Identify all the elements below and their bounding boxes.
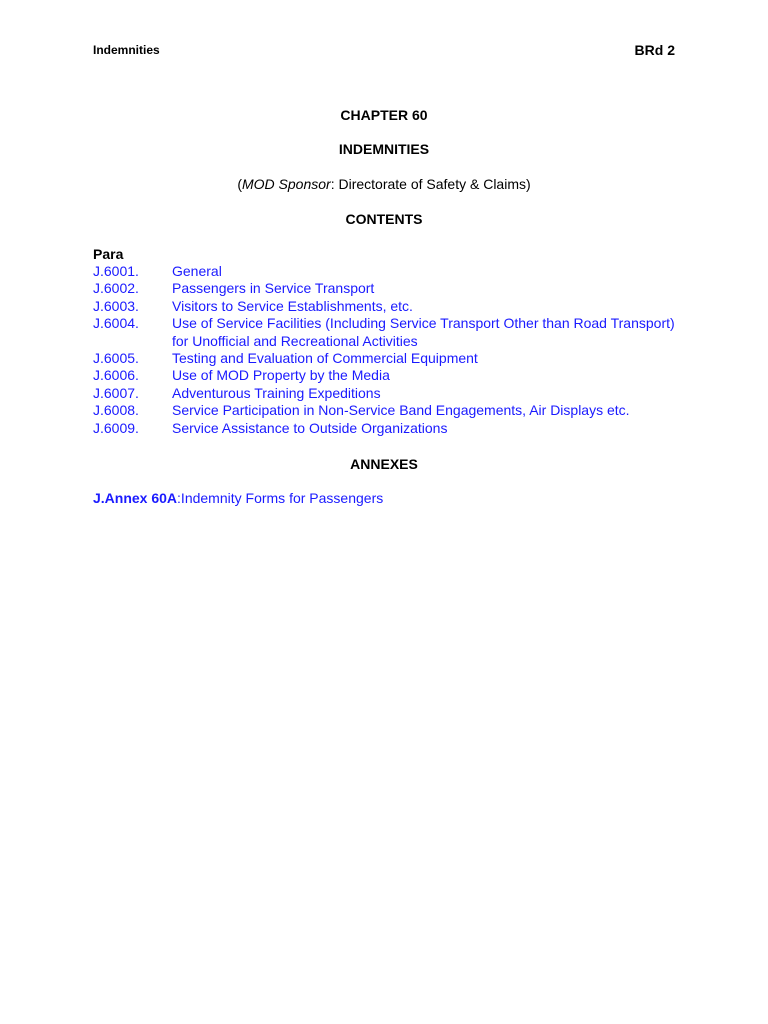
contents-entry-j6008[interactable] (93, 402, 683, 419)
contents-entry-j6003[interactable] (93, 298, 683, 315)
para-column-heading: Para (93, 246, 124, 262)
contents-entry-title: Testing and Evaluation of Commercial Equipment (172, 350, 478, 367)
contents-entry-number: J.6003. (93, 297, 139, 314)
header-book-reference: BRd 2 (634, 42, 675, 58)
contents-entry-title: Visitors to Service Establishments, etc. (172, 297, 413, 314)
contents-entry-number: J.6005. (93, 350, 139, 367)
chapter-title: INDEMNITIES (338, 141, 430, 157)
contents-entry-number: J.6004. (93, 315, 139, 332)
contents-entry-j6004[interactable] (93, 315, 683, 350)
contents-entry-j6006[interactable] (93, 367, 683, 384)
running-header (93, 42, 675, 60)
contents-entry-j6005[interactable] (93, 350, 683, 367)
sponsor-line (0, 176, 768, 192)
contents-entry-number: J.6002. (93, 280, 139, 297)
contents-entry-number: J.6009. (93, 419, 139, 436)
contents-heading: CONTENTS (345, 211, 423, 227)
annex-title: :Indemnity Forms for Passengers (177, 490, 384, 506)
chapter-number: CHAPTER 60 (340, 107, 428, 123)
contents-entry-number: J.6008. (93, 402, 139, 419)
annexes-heading: ANNEXES (350, 456, 418, 472)
contents-entry-title: General (172, 263, 222, 279)
contents-entry-j6007[interactable] (93, 385, 683, 402)
contents-entry-title: Passengers in Service Transport (172, 280, 375, 297)
sponsor-open-paren: ( (237, 176, 242, 192)
contents-entry-j6001[interactable] (93, 263, 683, 280)
contents-list (93, 263, 683, 437)
contents-entry-number: J.6007. (93, 384, 139, 401)
contents-entry-title: Use of MOD Property by the Media (172, 367, 390, 384)
sponsor-colon: : (330, 176, 335, 192)
contents-entry-title: Service Participation in Non-Service Band Engagements, Air Displays etc. (172, 402, 630, 419)
contents-entry-title: Use of Service Facilities (Including Service Transport Other than Road Transport) for Unofficial and Recreational Activities (172, 315, 675, 349)
contents-entry-number: J.6006. (93, 367, 139, 384)
header-section-title: Indemnities (93, 43, 160, 57)
annex-link-60a[interactable] (93, 490, 383, 506)
contents-entry-j6009[interactable] (93, 420, 683, 437)
sponsor-value: Directorate of Safety & Claims) (334, 176, 531, 192)
sponsor-label: MOD Sponsor (242, 176, 331, 192)
contents-entry-number: J.6001. (93, 263, 139, 279)
contents-entry-title: Service Assistance to Outside Organizations (172, 419, 448, 436)
contents-entry-title: Adventurous Training Expeditions (172, 384, 381, 401)
annex-label: J.Annex 60A (93, 490, 178, 506)
contents-entry-j6002[interactable] (93, 280, 683, 297)
